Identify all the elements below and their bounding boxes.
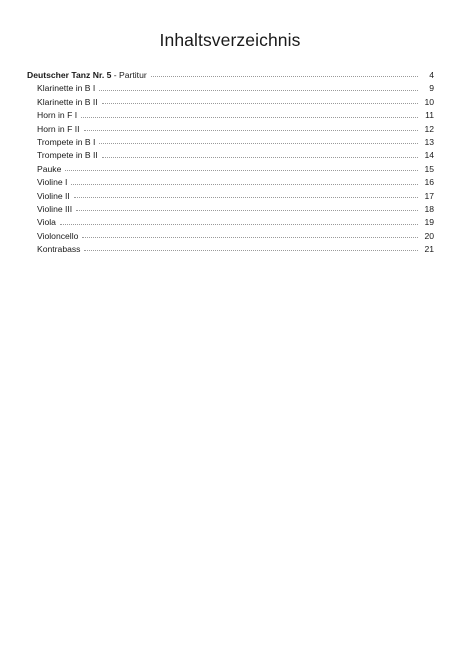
toc-entry[interactable]: [27, 109, 434, 122]
toc-entry-label: Violine II: [37, 190, 70, 201]
toc-page-number: 14: [424, 150, 434, 161]
dot-leader: [151, 76, 418, 77]
toc-entry[interactable]: [27, 176, 434, 189]
toc-entry-label: Horn in F I: [37, 110, 78, 121]
toc-entry-label: Trompete in B II: [37, 150, 98, 161]
toc-entry-label: Kontrabass: [37, 244, 81, 255]
toc-entry[interactable]: [27, 136, 434, 149]
dot-leader: [65, 170, 418, 171]
toc-entry[interactable]: [27, 123, 434, 136]
dot-leader: [99, 90, 418, 91]
toc-entry[interactable]: [27, 230, 434, 243]
toc-page-number: 4: [429, 70, 434, 80]
table-of-contents: [27, 69, 434, 256]
toc-entry-label: Violine I: [37, 177, 68, 188]
dot-leader: [84, 130, 418, 131]
toc-entry-label: Violine III: [37, 203, 73, 214]
dot-leader: [102, 157, 418, 158]
toc-page-number: 11: [425, 110, 434, 121]
toc-entry[interactable]: [27, 243, 434, 256]
toc-entry-label: Klarinette in B I: [37, 83, 96, 94]
toc-entry-label: Pauke: [37, 163, 62, 174]
toc-entry-label: Viola: [37, 217, 56, 228]
toc-entry-label: Klarinette in B II: [37, 96, 98, 107]
dot-leader: [76, 210, 418, 211]
dot-leader: [82, 237, 418, 238]
toc-page-number: 13: [424, 136, 434, 147]
toc-entry-subtitle: - Partitur: [111, 70, 147, 80]
toc-entry-label: Trompete in B I: [37, 136, 96, 147]
toc-entry[interactable]: [27, 82, 434, 95]
toc-page-number: 20: [424, 230, 434, 241]
toc-entry-label: [27, 69, 151, 82]
toc-entry[interactable]: [27, 190, 434, 203]
toc-entry[interactable]: [27, 203, 434, 216]
dot-leader: [99, 143, 418, 144]
toc-entry[interactable]: [27, 96, 434, 109]
dot-leader: [74, 197, 418, 198]
dot-leader: [84, 250, 418, 251]
toc-page-number: 10: [424, 96, 434, 107]
toc-entry-label: Horn in F II: [37, 123, 80, 134]
dot-leader: [60, 224, 418, 225]
toc-page-number: 21: [424, 244, 434, 255]
toc-page-number: 9: [429, 83, 434, 94]
dot-leader: [81, 117, 418, 118]
page-title: Inhaltsverzeichnis: [159, 30, 301, 50]
toc-entry-title: Deutscher Tanz Nr. 5: [27, 70, 112, 80]
dot-leader: [71, 184, 418, 185]
toc-page-number: 16: [424, 177, 434, 188]
toc-main-entry[interactable]: [27, 69, 434, 82]
toc-page-number: 18: [424, 203, 434, 214]
toc-page-number: 17: [424, 190, 434, 201]
toc-page-number: 15: [424, 163, 434, 174]
toc-entry-label: Violoncello: [37, 230, 79, 241]
toc-page-number: 12: [424, 123, 434, 134]
toc-entry[interactable]: [27, 149, 434, 162]
toc-entry[interactable]: [27, 163, 434, 176]
dot-leader: [102, 103, 418, 104]
toc-page-number: 19: [424, 217, 434, 228]
toc-entry[interactable]: [27, 216, 434, 229]
